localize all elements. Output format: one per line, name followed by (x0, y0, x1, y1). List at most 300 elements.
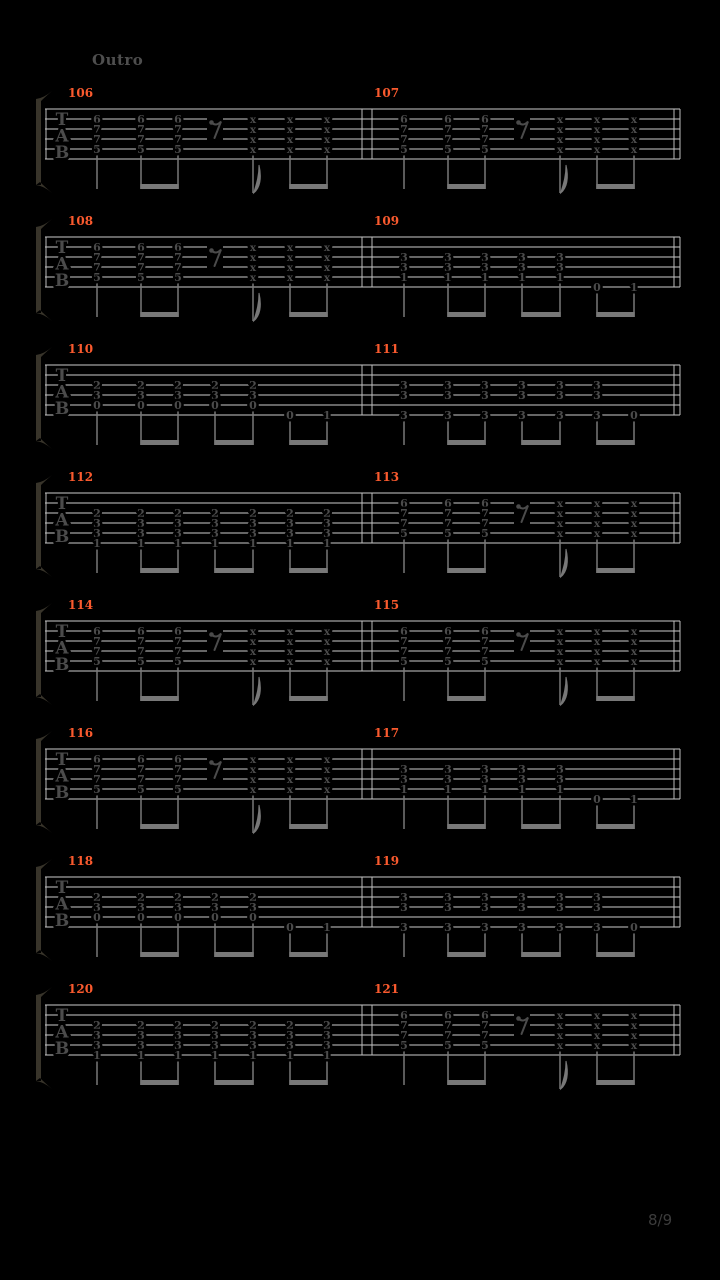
muted-note: x (323, 124, 331, 136)
fret-number: 5 (93, 143, 101, 156)
fret-number: 5 (137, 655, 145, 668)
fret-number: 7 (174, 635, 182, 648)
fret-number: 6 (174, 625, 182, 638)
fret-number: 3 (593, 379, 601, 392)
beam (289, 184, 328, 189)
fret-number: 5 (400, 655, 408, 668)
muted-note: x (556, 518, 564, 530)
beam (447, 440, 486, 445)
fret-number: 7 (400, 123, 408, 136)
measure[interactable] (374, 854, 638, 957)
muted-note: x (593, 636, 601, 648)
fret-number: 7 (174, 251, 182, 264)
fret-number: 3 (93, 1039, 101, 1052)
fret-number: 2 (211, 379, 219, 392)
measure-number: 121 (374, 982, 400, 996)
fret-number: 3 (481, 763, 489, 776)
muted-note: x (249, 134, 257, 146)
fret-number: 2 (93, 891, 101, 904)
muted-note: x (249, 124, 257, 136)
fret-number: 3 (211, 1029, 219, 1042)
fret-number: 7 (444, 133, 452, 146)
fret-number: 3 (400, 379, 408, 392)
fret-number: 3 (593, 901, 601, 914)
fret-number: 0 (249, 911, 257, 924)
tab-clef-letter: A (55, 1022, 69, 1043)
fret-number: 3 (286, 527, 294, 540)
fret-number: 3 (137, 527, 145, 540)
muted-note: x (593, 1040, 601, 1052)
fret-number: 1 (630, 793, 638, 806)
beam (214, 568, 254, 573)
muted-note: x (286, 636, 294, 648)
muted-note: x (556, 656, 564, 668)
system-bracket (36, 475, 52, 577)
beam (596, 1080, 635, 1085)
fret-number: 0 (593, 281, 601, 294)
muted-note: x (556, 1040, 564, 1052)
muted-note: x (249, 114, 257, 126)
muted-note: x (630, 498, 638, 510)
muted-note: x (323, 656, 331, 668)
fret-number: 7 (400, 1029, 408, 1042)
measure-number: 118 (68, 854, 94, 868)
beam (214, 952, 254, 957)
fret-number: 7 (400, 1019, 408, 1032)
beam (447, 312, 486, 317)
fret-number: 7 (400, 507, 408, 520)
fret-number: 1 (211, 537, 219, 550)
fret-number: 3 (518, 773, 526, 786)
beam (140, 952, 179, 957)
measure-number: 114 (68, 598, 94, 612)
measure-number: 109 (374, 214, 400, 228)
fret-number: 3 (593, 409, 601, 422)
fret-number: 5 (174, 143, 182, 156)
fret-number: 3 (556, 921, 564, 934)
fret-number: 6 (137, 241, 145, 254)
fret-number: 0 (93, 911, 101, 924)
muted-note: x (323, 134, 331, 146)
measure-number: 120 (68, 982, 94, 996)
fret-number: 3 (518, 921, 526, 934)
beam (521, 440, 561, 445)
muted-note: x (286, 114, 294, 126)
measure-number: 113 (374, 470, 400, 484)
fret-number: 2 (137, 891, 145, 904)
fret-number: 7 (137, 635, 145, 648)
fret-number: 3 (481, 261, 489, 274)
tab-clef-letter: B (54, 271, 70, 291)
measure[interactable] (374, 342, 638, 445)
fret-number: 2 (249, 507, 257, 520)
fret-number: 5 (93, 271, 101, 284)
fret-number: 1 (286, 537, 294, 550)
beam (140, 1080, 179, 1085)
fret-number: 6 (137, 625, 145, 638)
fret-number: 5 (444, 527, 452, 540)
muted-note: x (323, 626, 331, 638)
fret-number: 1 (518, 783, 526, 796)
measure[interactable] (374, 726, 638, 829)
muted-note: x (630, 1040, 638, 1052)
fret-number: 3 (400, 901, 408, 914)
fret-number: 5 (444, 143, 452, 156)
beam (140, 824, 179, 829)
measure-number: 111 (374, 342, 400, 356)
muted-note: x (323, 764, 331, 776)
fret-number: 3 (323, 517, 331, 530)
muted-note: x (286, 262, 294, 274)
fret-number: 7 (444, 1019, 452, 1032)
fret-number: 3 (556, 763, 564, 776)
muted-note: x (249, 754, 257, 766)
muted-note: x (593, 518, 601, 530)
fret-number: 2 (249, 891, 257, 904)
fret-number: 1 (249, 537, 257, 550)
beam (214, 1080, 254, 1085)
fret-number: 3 (400, 251, 408, 264)
fret-number: 3 (481, 389, 489, 402)
fret-number: 3 (481, 251, 489, 264)
fret-number: 1 (323, 537, 331, 550)
fret-number: 3 (137, 901, 145, 914)
beam (596, 696, 635, 701)
fret-number: 0 (286, 409, 294, 422)
fret-number: 7 (481, 123, 489, 136)
fret-number: 7 (93, 123, 101, 136)
fret-number: 7 (137, 773, 145, 786)
beam (447, 568, 486, 573)
muted-note: x (556, 134, 564, 146)
fret-number: 3 (481, 409, 489, 422)
fret-number: 7 (137, 763, 145, 776)
measure-number: 107 (374, 86, 400, 100)
fret-number: 3 (556, 409, 564, 422)
fret-number: 3 (556, 389, 564, 402)
fret-number: 1 (400, 271, 408, 284)
fret-number: 3 (400, 409, 408, 422)
fret-number: 3 (444, 901, 452, 914)
fret-number: 3 (174, 901, 182, 914)
fret-number: 3 (93, 901, 101, 914)
measure[interactable] (68, 854, 331, 957)
fret-number: 3 (137, 389, 145, 402)
beam (140, 696, 179, 701)
fret-number: 7 (174, 133, 182, 146)
muted-note: x (286, 124, 294, 136)
fret-number: 5 (481, 1039, 489, 1052)
fret-number: 3 (556, 901, 564, 914)
measure-number: 106 (68, 86, 94, 100)
fret-number: 3 (174, 1039, 182, 1052)
fret-number: 7 (481, 507, 489, 520)
fret-number: 0 (211, 911, 219, 924)
fret-number: 7 (481, 133, 489, 146)
fret-number: 3 (174, 527, 182, 540)
fret-number: 3 (400, 763, 408, 776)
fret-number: 3 (593, 891, 601, 904)
fret-number: 3 (556, 773, 564, 786)
muted-note: x (556, 1030, 564, 1042)
fret-number: 1 (323, 1049, 331, 1062)
fret-number: 3 (211, 389, 219, 402)
fret-number: 2 (93, 507, 101, 520)
muted-note: x (630, 114, 638, 126)
beam (596, 824, 635, 829)
beam (447, 952, 486, 957)
muted-note: x (249, 646, 257, 658)
muted-note: x (323, 262, 331, 274)
system-bracket (36, 603, 52, 705)
fret-number: 2 (137, 1019, 145, 1032)
tab-system (36, 86, 680, 193)
fret-number: 3 (556, 261, 564, 274)
fret-number: 7 (444, 635, 452, 648)
fret-number: 3 (93, 527, 101, 540)
fret-number: 6 (400, 497, 408, 510)
fret-number: 7 (174, 261, 182, 274)
fret-number: 5 (481, 655, 489, 668)
fret-number: 3 (481, 379, 489, 392)
fret-number: 3 (249, 517, 257, 530)
fret-number: 2 (323, 1019, 331, 1032)
muted-note: x (249, 262, 257, 274)
tab-system (36, 982, 680, 1089)
muted-note: x (249, 242, 257, 254)
beam (289, 696, 328, 701)
fret-number: 7 (400, 635, 408, 648)
muted-note: x (593, 124, 601, 136)
measure-number: 119 (374, 854, 400, 868)
fret-number: 3 (400, 773, 408, 786)
measure[interactable] (374, 214, 638, 317)
fret-number: 3 (518, 261, 526, 274)
muted-note: x (323, 636, 331, 648)
tab-system (36, 598, 680, 705)
eighth-flag-glyph (561, 1061, 568, 1089)
fret-number: 5 (444, 655, 452, 668)
fret-number: 6 (93, 625, 101, 638)
muted-note: x (323, 784, 331, 796)
muted-note: x (630, 508, 638, 520)
fret-number: 6 (400, 113, 408, 126)
muted-note: x (286, 272, 294, 284)
fret-number: 3 (211, 901, 219, 914)
fret-number: 6 (444, 497, 452, 510)
fret-number: 1 (249, 1049, 257, 1062)
fret-number: 0 (286, 921, 294, 934)
fret-number: 6 (444, 1009, 452, 1022)
fret-number: 2 (211, 507, 219, 520)
fret-number: 0 (249, 399, 257, 412)
fret-number: 2 (93, 379, 101, 392)
beam (289, 568, 328, 573)
muted-note: x (323, 272, 331, 284)
tab-system (36, 470, 680, 577)
muted-note: x (556, 498, 564, 510)
fret-number: 3 (444, 379, 452, 392)
eighth-flag-glyph (561, 677, 568, 705)
fret-number: 1 (93, 1049, 101, 1062)
fret-number: 1 (211, 1049, 219, 1062)
measure[interactable] (68, 982, 331, 1085)
muted-note: x (630, 144, 638, 156)
fret-number: 7 (93, 763, 101, 776)
fret-number: 3 (444, 261, 452, 274)
tab-clef-letter: B (54, 911, 70, 931)
fret-number: 5 (481, 143, 489, 156)
muted-note: x (286, 134, 294, 146)
beam (596, 184, 635, 189)
muted-note: x (593, 656, 601, 668)
fret-number: 3 (249, 389, 257, 402)
muted-note: x (286, 144, 294, 156)
fret-number: 1 (630, 281, 638, 294)
measure-number: 117 (374, 726, 400, 740)
fret-number: 2 (174, 379, 182, 392)
tab-clef-letter: T (55, 1006, 69, 1026)
tab-clef-letter: T (55, 622, 69, 642)
muted-note: x (593, 646, 601, 658)
muted-note: x (286, 774, 294, 786)
fret-number: 7 (93, 773, 101, 786)
fret-number: 2 (286, 1019, 294, 1032)
eighth-flag-glyph (561, 165, 568, 193)
muted-note: x (323, 114, 331, 126)
fret-number: 3 (137, 1029, 145, 1042)
fret-number: 3 (400, 261, 408, 274)
measure[interactable] (68, 342, 331, 445)
fret-number: 3 (481, 921, 489, 934)
fret-number: 5 (400, 1039, 408, 1052)
muted-note: x (286, 252, 294, 264)
fret-number: 6 (444, 625, 452, 638)
system-bracket (36, 219, 52, 321)
beam (521, 952, 561, 957)
muted-note: x (630, 626, 638, 638)
fret-number: 2 (249, 1019, 257, 1032)
fret-number: 3 (518, 251, 526, 264)
fret-number: 3 (518, 901, 526, 914)
tab-clef-letter: T (55, 494, 69, 514)
fret-number: 3 (93, 517, 101, 530)
fret-number: 6 (137, 113, 145, 126)
tab-clef-letter: A (55, 510, 69, 531)
fret-number: 7 (137, 261, 145, 274)
fret-number: 3 (137, 1039, 145, 1052)
fret-number: 3 (286, 517, 294, 530)
fret-number: 7 (93, 645, 101, 658)
muted-note: x (630, 528, 638, 540)
tab-clef-letter: B (54, 143, 70, 163)
fret-number: 6 (174, 753, 182, 766)
measure-number: 108 (68, 214, 94, 228)
fret-number: 1 (400, 783, 408, 796)
muted-note: x (556, 114, 564, 126)
fret-number: 1 (556, 271, 564, 284)
fret-number: 3 (481, 901, 489, 914)
muted-note: x (593, 144, 601, 156)
fret-number: 1 (556, 783, 564, 796)
fret-number: 0 (137, 911, 145, 924)
beam (596, 312, 635, 317)
fret-number: 7 (444, 1029, 452, 1042)
fret-number: 3 (444, 389, 452, 402)
fret-number: 2 (249, 379, 257, 392)
eighth-flag-glyph (254, 677, 261, 705)
muted-note: x (556, 636, 564, 648)
fret-number: 3 (593, 389, 601, 402)
muted-note: x (286, 784, 294, 796)
fret-number: 5 (137, 143, 145, 156)
fret-number: 3 (518, 763, 526, 776)
beam (521, 824, 561, 829)
muted-note: x (249, 626, 257, 638)
muted-note: x (323, 646, 331, 658)
fret-number: 1 (286, 1049, 294, 1062)
muted-note: x (556, 508, 564, 520)
fret-number: 7 (481, 1029, 489, 1042)
fret-number: 7 (137, 251, 145, 264)
muted-note: x (630, 134, 638, 146)
tab-clef-letter: A (55, 254, 69, 275)
tab-system (36, 854, 680, 961)
beam (447, 184, 486, 189)
fret-number: 3 (556, 891, 564, 904)
fret-number: 3 (323, 1029, 331, 1042)
system-bracket (36, 91, 52, 193)
system-bracket (36, 859, 52, 961)
measure-number: 116 (68, 726, 94, 740)
fret-number: 5 (174, 783, 182, 796)
muted-note: x (593, 626, 601, 638)
fret-number: 2 (286, 507, 294, 520)
fret-number: 3 (249, 1039, 257, 1052)
fret-number: 7 (444, 123, 452, 136)
system-bracket (36, 731, 52, 833)
fret-number: 2 (137, 379, 145, 392)
fret-number: 6 (93, 753, 101, 766)
tab-clef-letter: B (54, 1039, 70, 1059)
fret-number: 3 (444, 251, 452, 264)
measure[interactable] (68, 470, 331, 573)
muted-note: x (286, 626, 294, 638)
fret-number: 3 (444, 763, 452, 776)
beam (596, 952, 635, 957)
muted-note: x (249, 636, 257, 648)
muted-note: x (249, 252, 257, 264)
fret-number: 3 (400, 891, 408, 904)
fret-number: 5 (137, 783, 145, 796)
beam (289, 952, 328, 957)
muted-note: x (630, 124, 638, 136)
fret-number: 1 (481, 271, 489, 284)
muted-note: x (249, 764, 257, 776)
muted-note: x (556, 528, 564, 540)
beam (140, 440, 179, 445)
muted-note: x (556, 646, 564, 658)
fret-number: 7 (444, 645, 452, 658)
fret-number: 3 (137, 517, 145, 530)
fret-number: 0 (174, 399, 182, 412)
fret-number: 7 (93, 251, 101, 264)
tab-clef-letter: T (55, 238, 69, 258)
muted-note: x (593, 1010, 601, 1022)
eighth-flag-glyph (254, 805, 261, 833)
beam (140, 568, 179, 573)
beam (289, 1080, 328, 1085)
